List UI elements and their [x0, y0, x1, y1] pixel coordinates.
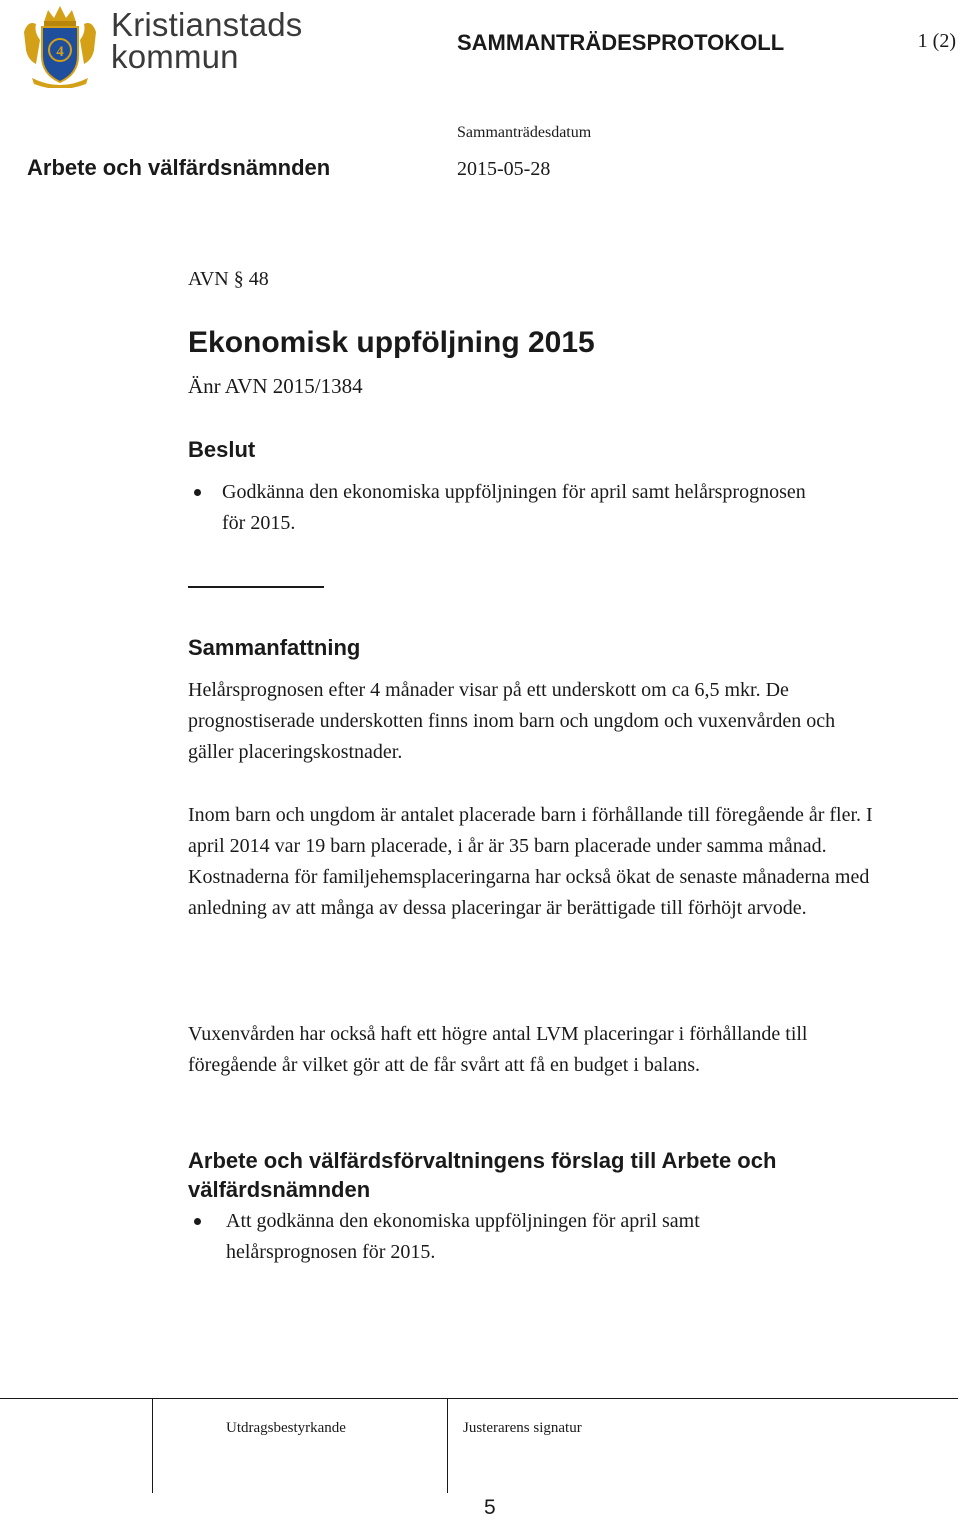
decision-list	[188, 477, 808, 539]
coat-of-arms-icon	[22, 2, 98, 88]
footer-rule	[0, 1398, 958, 1399]
document-type: SAMMANTRÄDESPROTOKOLL	[457, 30, 785, 55]
extract-certification-label: Utdragsbestyrkande	[226, 1420, 346, 1436]
page-indicator: 1 (2)	[917, 30, 956, 52]
proposal-list	[188, 1206, 828, 1268]
case-number: Änr AVN 2015/1384	[188, 374, 363, 398]
summary-heading: Sammanfattning	[188, 635, 361, 660]
org-name-line2: kommun	[111, 38, 239, 75]
committee-name: Arbete och välfärdsnämnden	[27, 155, 331, 180]
adjuster-signature-label: Justerarens signatur	[463, 1420, 582, 1436]
summary-paragraph: Vuxenvården har också haft ett högre antal LVM placeringar i förhållande till föregående år vilket gör att de får svårt att få en budget i balans.	[188, 1023, 808, 1076]
page-title: Ekonomisk uppföljning 2015	[188, 326, 595, 359]
section-reference: AVN § 48	[188, 268, 269, 290]
svg-text:4: 4	[56, 44, 64, 60]
meeting-date-label: Sammanträdesdatum	[457, 124, 592, 141]
org-name-line1: Kristianstads	[111, 6, 303, 43]
summary-paragraph: Helårsprognosen efter 4 månader visar på ett underskott om ca 6,5 mkr. De prognostiserade underskotten finns inom barn och ungdom och vuxenvården och gäller placeringskostnader.	[188, 679, 836, 763]
divider	[188, 586, 324, 588]
proposal-item: Att godkänna den ekonomiska uppföljningen för april samt helårsprognosen för 2015.	[188, 1206, 828, 1268]
page-number: 5	[484, 1496, 496, 1519]
decision-item: Godkänna den ekonomiska uppföljningen för april samt helårsprognosen för 2015.	[188, 477, 808, 539]
footer-separator	[152, 1398, 153, 1493]
decision-heading: Beslut	[188, 437, 256, 462]
summary-paragraph: Inom barn och ungdom är antalet placerade barn i förhållande till föregående år fler. I april 2014 var 19 barn placerade, i år är 35 barn placerade under samma månad. Kostnaderna för familjehemsplaceringarna har också ökat de senaste månaderna med anledning av att många av dessa placeringar är berättigade till förhöjt arvode.	[188, 804, 873, 919]
footer-separator	[447, 1398, 448, 1493]
meeting-date: 2015-05-28	[457, 158, 551, 180]
proposal-heading: Arbete och välfärdsförvaltningens förslag till Arbete och välfärdsnämnden	[188, 1148, 777, 1202]
